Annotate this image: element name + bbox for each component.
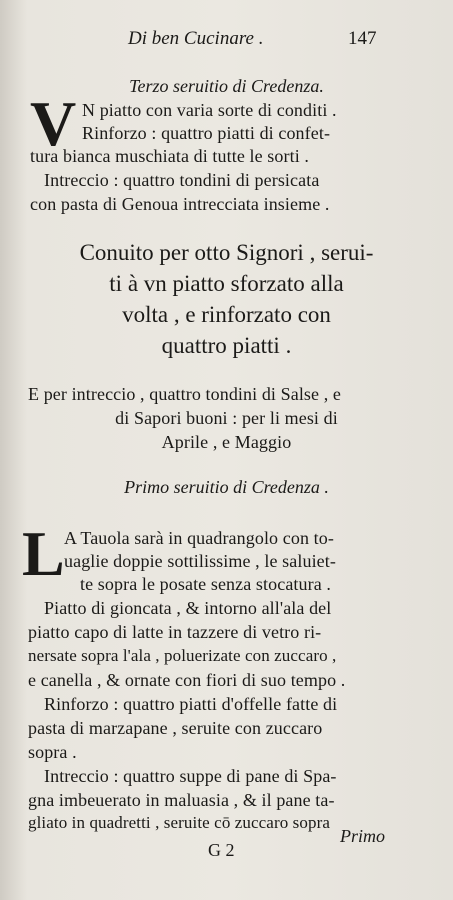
text-line: Rinforzo : quattro piatti d'offelle fatte di: [44, 694, 338, 714]
text-line: gliato in quadretti , seruite cō zuccaro sopra: [28, 813, 330, 832]
signature-mark: G 2: [208, 840, 235, 860]
page-number: 147: [348, 28, 377, 49]
subtitle-line: Aprile , e Maggio: [161, 432, 292, 452]
running-head: [0, 28, 453, 52]
drop-cap-v: V: [30, 88, 77, 159]
page-footer: [0, 826, 453, 860]
text-line: e canella , & ornate con fiori di suo tempo .: [28, 670, 346, 690]
text-line: sopra .: [28, 742, 77, 762]
catchword: Primo: [340, 826, 385, 846]
running-head-title: Di ben Cucinare .: [128, 28, 264, 49]
text-line: nersate sopra l'ala , poluerizate con zuccaro ,: [28, 646, 337, 665]
text-line: uaglie doppie sottilissime , le saluiet-: [64, 551, 336, 571]
text-line: N piatto con varia sorte di conditi .: [82, 100, 337, 120]
subtitle-line: E per intreccio , quattro tondini di Salse , e: [28, 384, 342, 404]
text-line: Piatto di gioncata , & intorno all'ala del: [44, 598, 332, 618]
text-line: gna imbeuerato in maluasia , & il pane ta-: [28, 790, 335, 810]
text-line: A Tauola sarà in quadrangolo con to-: [64, 528, 334, 548]
menu-title-line: quattro piatti .: [161, 333, 292, 358]
subtitle-line: di Sapori buoni : per li mesi di: [115, 408, 338, 428]
drop-cap-l: L: [22, 518, 65, 589]
menu-title-line: volta , e rinforzato con: [122, 302, 331, 327]
text-line: Rinforzo : quattro piatti di confet-: [82, 123, 331, 143]
text-line: pasta di marzapane , seruite con zuccaro: [28, 718, 323, 738]
text-line: tura bianca muschiata di tutte le sorti .: [30, 146, 310, 166]
text-line: te sopra le posate senza stocatura .: [80, 574, 331, 594]
text-line: Intreccio : quattro tondini di persicata: [44, 170, 320, 190]
text-line: piatto capo di latte in tazzere di vetro ri-: [28, 622, 322, 642]
text-line: Intreccio : quattro suppe di pane di Spa-: [44, 766, 337, 786]
text-line: con pasta di Genoua intrecciata insieme .: [30, 194, 330, 214]
menu-title-line: Conuito per otto Signori , serui-: [79, 240, 374, 265]
section-heading-primo-seruitio: Primo seruitio di Credenza .: [124, 477, 329, 497]
menu-title-line: ti à vn piatto sforzato alla: [109, 271, 344, 296]
section-heading-terzo-seruitio: Terzo seruitio di Credenza.: [129, 76, 324, 96]
